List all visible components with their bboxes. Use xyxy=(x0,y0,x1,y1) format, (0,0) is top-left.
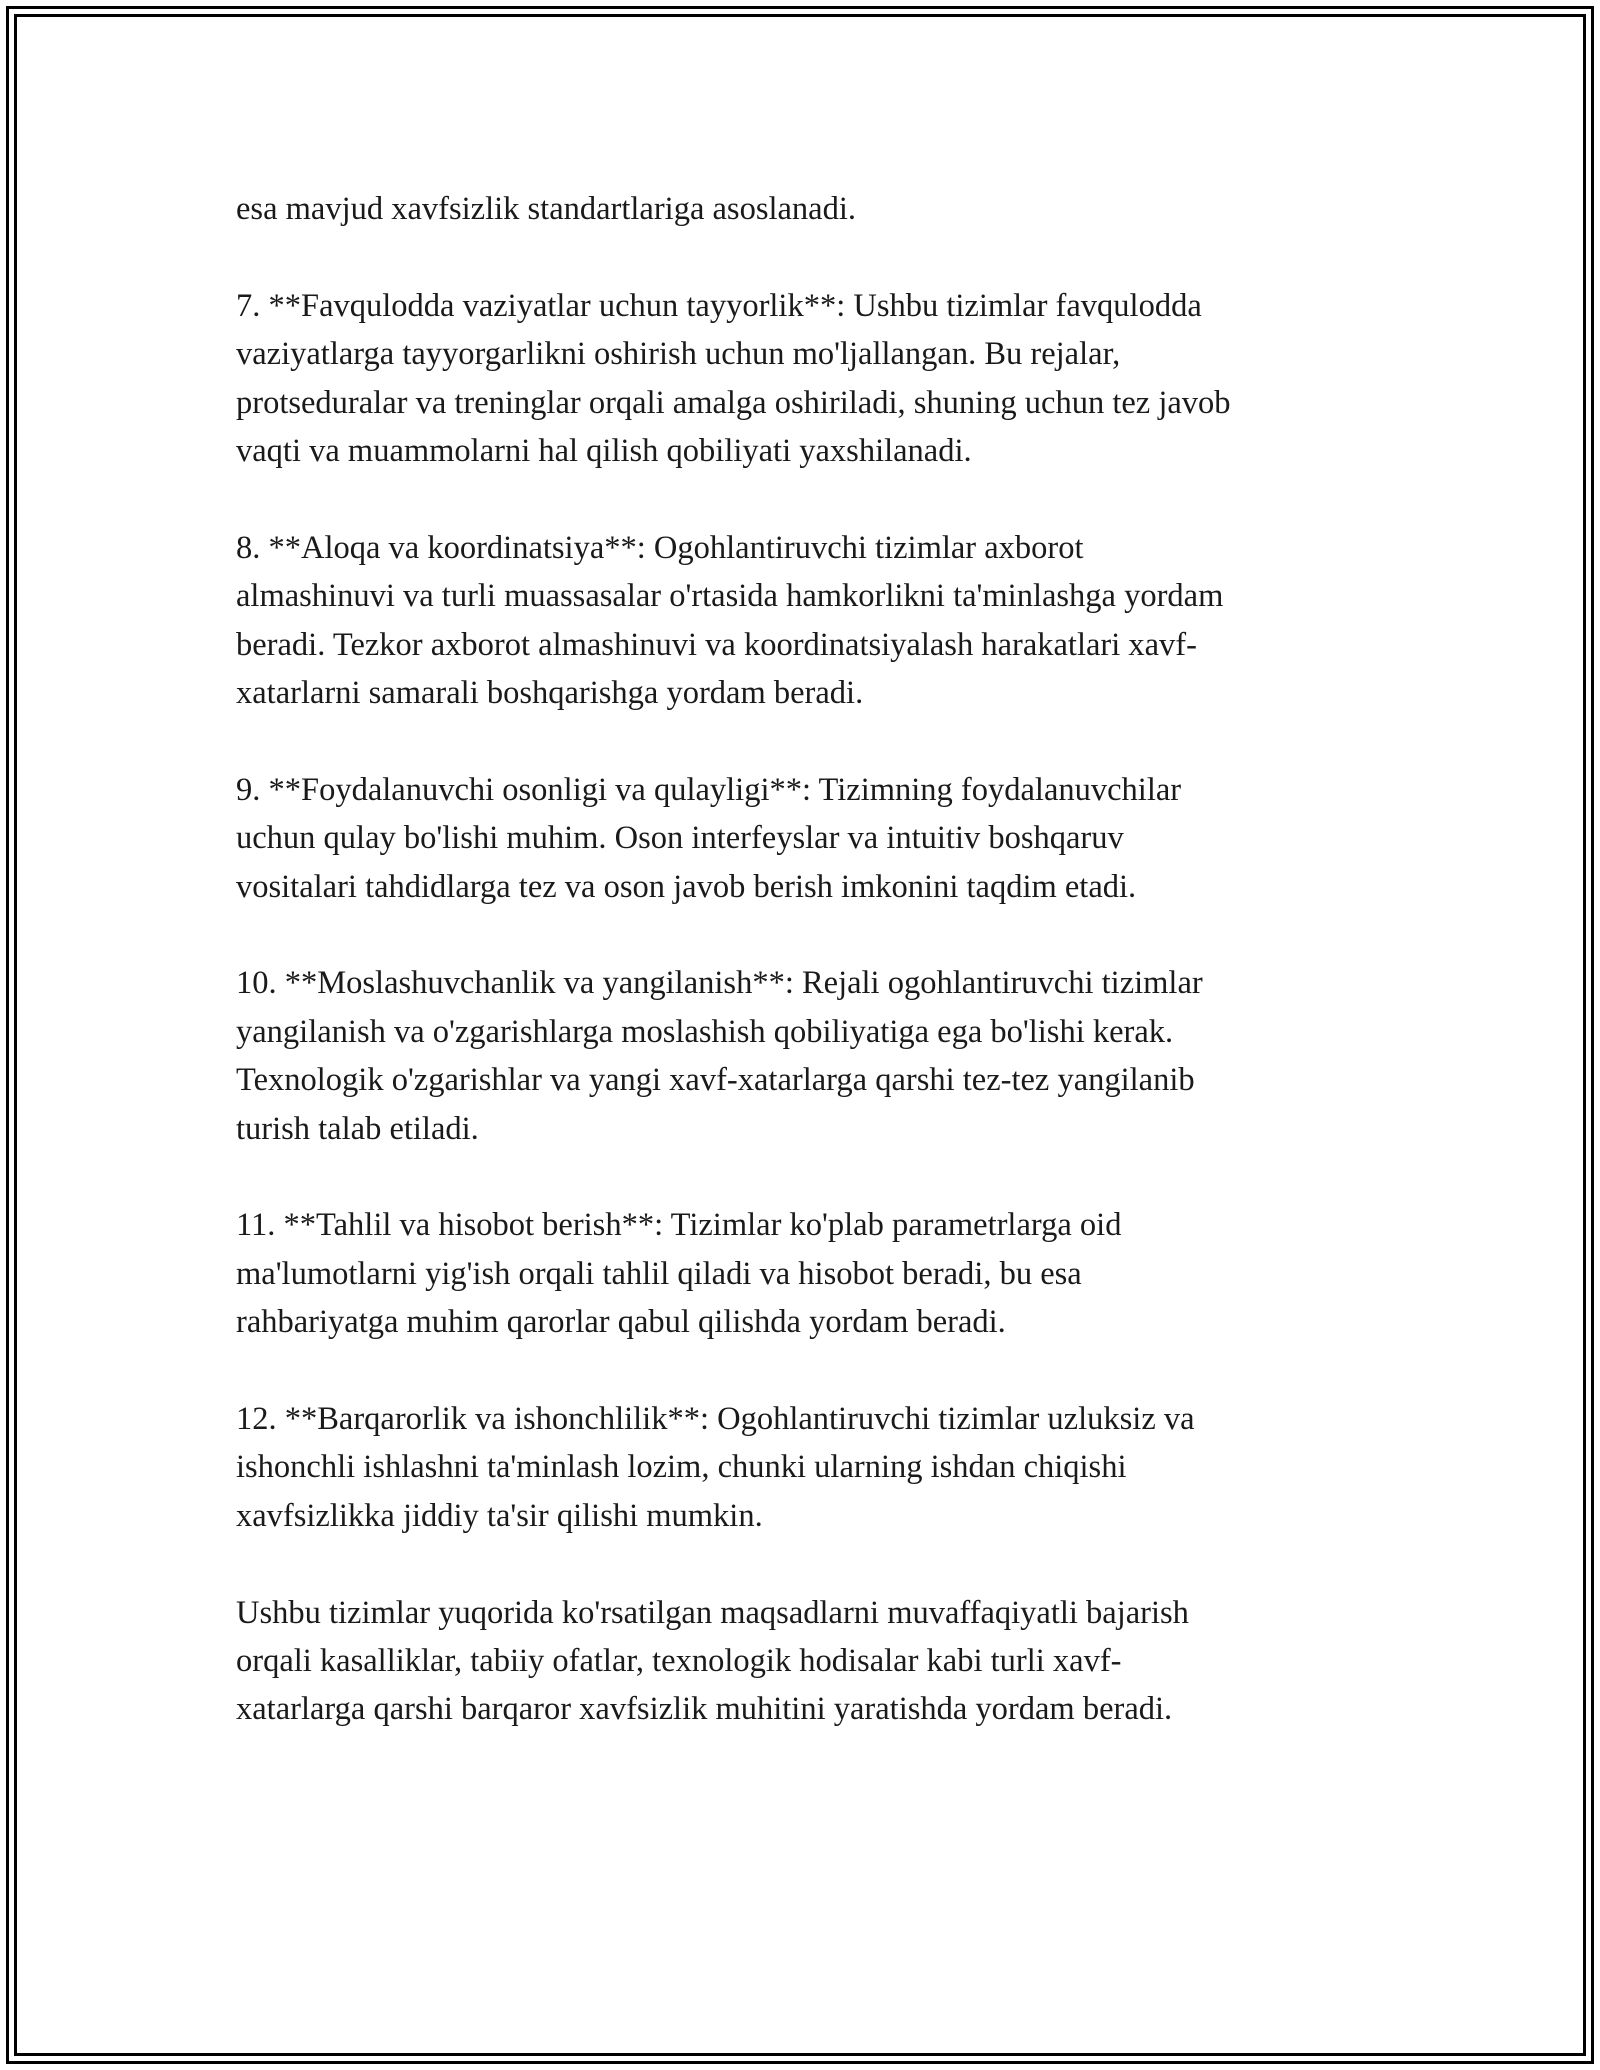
paragraph-item-11: 11. **Tahlil va hisobot berish**: Tizimlar ko'plab parametrlarga oid ma'lumotlarni yig'ish orqali tahlil qiladi va hisobot beradi, bu esa rahbariyatga muhim qarorlar qabul qilishda yordam beradi. xyxy=(236,1207,1122,1341)
paragraph-item-9: 9. **Foydalanuvchi osonligi va qulayligi**: Tizimning foydalanuvchilar uchun qulay bo'lishi muhim. Oson interfeyslar va intuitiv boshqaruv vositalari tahdidlarga tez va oson javob berish imkonini taqdim etadi. xyxy=(236,771,1182,905)
paragraph-continuation: esa mavjud xavfsizlik standartlariga asoslanadi. xyxy=(236,191,857,227)
paragraph-conclusion: Ushbu tizimlar yuqorida ko'rsatilgan maqsadlarni muvaffaqiyatli bajarish orqali kasalliklar, tabiiy ofatlar, texnologik hodisalar kabi turli xavf- xatarlarga qarshi barqaror xavfsizlik muhitini yaratishda yordam beradi. xyxy=(236,1594,1189,1728)
paragraph-item-8: 8. **Aloqa va koordinatsiya**: Ogohlantiruvchi tizimlar axborot almashinuvi va turli muassasalar o'rtasida hamkorlikni ta'minlashga yordam beradi. Tezkor axborot almashinuvi va koordinatsiyalash harakatlari xavf- xatarlarni samarali boshqarishga yordam beradi. xyxy=(236,529,1224,712)
paragraph-item-10: 10. **Moslashuvchanlik va yangilanish**: Rejali ogohlantiruvchi tizimlar yangilanish va o'zgarishlarga moslashish qobiliyatiga ega bo'lishi kerak. Texnologik o'zgarishlar va yangi xavf-xatarlarga qarshi tez-tez yangilanib turish talab etiladi. xyxy=(236,965,1203,1147)
paragraph-item-12: 12. **Barqarorlik va ishonchlilik**: Ogohlantiruvchi tizimlar uzluksiz va ishonchli ishlashni ta'minlash lozim, chunki ularning ishdan chiqishi xavfsizlikka jiddiy ta'sir qilishi mumkin. xyxy=(236,1401,1195,1534)
paragraph-item-7: 7. **Favqulodda vaziyatlar uchun tayyorlik**: Ushbu tizimlar favqulodda vaziyatlarga tayyorgarlikni oshirish uchun mo'ljallangan. Bu rejalar, protseduralar va treninglar orqali amalga oshiriladi, shuning uchun tez javob vaqti va muammolarni hal qilish qobiliyati yaxshilanadi. xyxy=(236,287,1231,470)
document-body xyxy=(236,185,1386,1782)
